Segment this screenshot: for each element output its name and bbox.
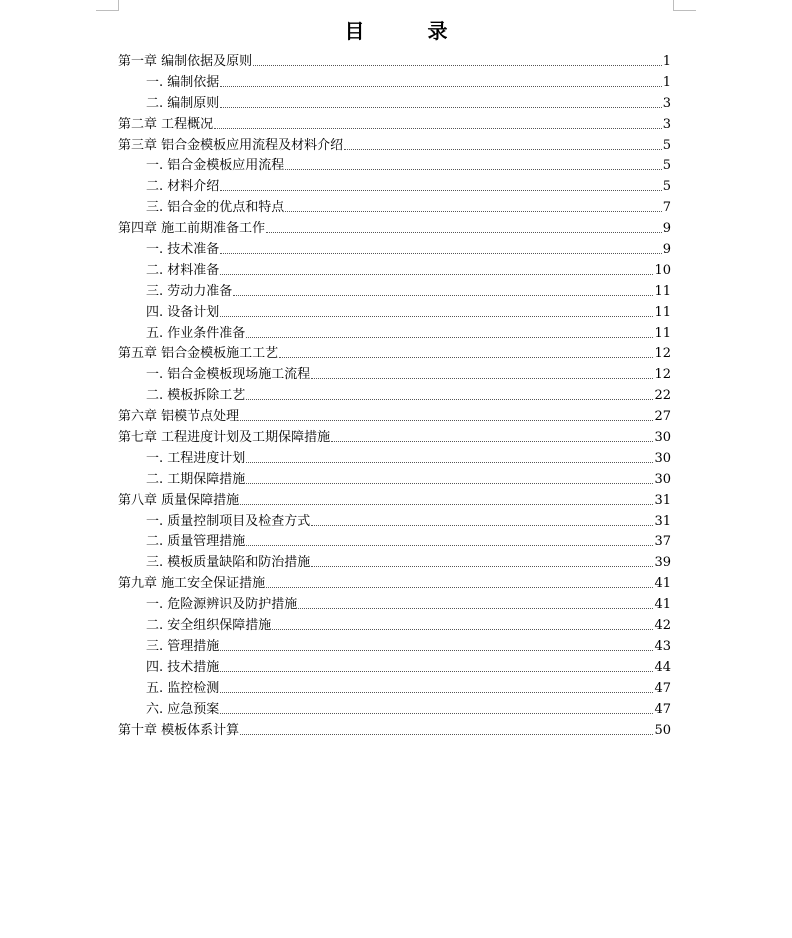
toc-dot-leader — [285, 198, 661, 212]
toc-section-entry[interactable] — [118, 73, 671, 94]
toc-section-entry[interactable] — [118, 595, 671, 616]
toc-entry-page-number: 31 — [654, 513, 671, 529]
toc-entry-label: 四. 技术措施 — [146, 659, 220, 675]
toc-entry-label: 三. 管理措施 — [146, 638, 220, 654]
toc-chapter-entry[interactable] — [118, 407, 671, 428]
toc-entry-page-number: 30 — [654, 450, 671, 466]
toc-entry-page-number: 47 — [654, 680, 671, 696]
toc-section-entry[interactable] — [118, 324, 671, 345]
toc-chapter-entry[interactable] — [118, 721, 671, 742]
toc-entry-label: 第十章 模板体系计算 — [118, 722, 240, 738]
toc-dot-leader — [266, 219, 662, 233]
toc-entry-label: 第四章 施工前期准备工作 — [118, 221, 266, 237]
toc-section-entry[interactable] — [118, 637, 671, 658]
toc-entry-label: 二. 安全组织保障措施 — [146, 618, 272, 634]
toc-section-entry[interactable] — [118, 679, 671, 700]
toc-dot-leader — [246, 532, 653, 546]
toc-dot-leader — [240, 491, 653, 505]
toc-section-entry[interactable] — [118, 303, 671, 324]
toc-entry-label: 五. 作业条件准备 — [146, 325, 246, 341]
toc-dot-leader — [279, 344, 653, 358]
toc-entry-label: 一. 危险源辨识及防护措施 — [146, 597, 298, 613]
toc-dot-leader — [220, 73, 661, 87]
toc-section-entry[interactable] — [118, 658, 671, 679]
table-of-contents — [118, 52, 671, 741]
toc-entry-label: 第九章 施工安全保证措施 — [118, 576, 266, 592]
toc-entry-label: 二. 质量管理措施 — [146, 534, 246, 550]
toc-entry-label: 二. 工期保障措施 — [146, 471, 246, 487]
toc-dot-leader — [246, 386, 653, 400]
toc-dot-leader — [220, 700, 653, 714]
toc-entry-label: 六. 应急预案 — [146, 701, 220, 717]
toc-section-entry[interactable] — [118, 261, 671, 282]
toc-entry-label: 五. 监控检测 — [146, 680, 220, 696]
toc-entry-page-number: 5 — [662, 137, 671, 153]
toc-entry-label: 二. 材料介绍 — [146, 179, 220, 195]
toc-entry-page-number: 44 — [654, 659, 671, 675]
toc-entry-label: 第三章 铝合金模板应用流程及材料介绍 — [118, 137, 344, 153]
toc-entry-page-number: 31 — [654, 492, 671, 508]
toc-section-entry[interactable] — [118, 470, 671, 491]
toc-entry-page-number: 27 — [654, 409, 671, 425]
toc-entry-label: 第六章 铝模节点处理 — [118, 409, 240, 425]
toc-entry-label: 第二章 工程概况 — [118, 116, 214, 132]
toc-dot-leader — [220, 303, 653, 317]
toc-section-entry[interactable] — [118, 512, 671, 533]
toc-entry-page-number: 11 — [654, 283, 671, 299]
toc-entry-page-number: 1 — [662, 54, 671, 69]
toc-section-entry[interactable] — [118, 553, 671, 574]
toc-entry-label: 三. 铝合金的优点和特点 — [146, 200, 285, 216]
toc-section-entry[interactable] — [118, 177, 671, 198]
toc-entry-page-number: 11 — [654, 304, 671, 320]
toc-dot-leader — [220, 240, 661, 254]
toc-entry-label: 第五章 铝合金模板施工工艺 — [118, 346, 279, 362]
toc-entry-page-number: 12 — [654, 367, 671, 383]
toc-entry-label: 第八章 质量保障措施 — [118, 492, 240, 508]
toc-dot-leader — [331, 428, 653, 442]
toc-dot-leader — [298, 595, 653, 609]
toc-dot-leader — [246, 324, 653, 338]
toc-entry-label: 四. 设备计划 — [146, 304, 220, 320]
toc-dot-leader — [272, 616, 653, 630]
toc-dot-leader — [311, 512, 653, 526]
toc-dot-leader — [220, 679, 653, 693]
toc-entry-page-number: 7 — [662, 200, 671, 216]
toc-entry-label: 一. 铝合金模板应用流程 — [146, 158, 285, 174]
toc-section-entry[interactable] — [118, 532, 671, 553]
toc-section-entry[interactable] — [118, 240, 671, 261]
toc-entry-label: 第七章 工程进度计划及工期保障措施 — [118, 430, 331, 446]
toc-section-entry[interactable] — [118, 198, 671, 219]
toc-entry-page-number: 47 — [654, 701, 671, 717]
toc-entry-page-number: 11 — [654, 325, 671, 341]
toc-entry-label: 三. 劳动力准备 — [146, 283, 233, 299]
toc-section-entry[interactable] — [118, 616, 671, 637]
toc-chapter-entry[interactable] — [118, 574, 671, 595]
toc-entry-label: 二. 材料准备 — [146, 262, 220, 278]
toc-section-entry[interactable] — [118, 449, 671, 470]
toc-dot-leader — [266, 574, 653, 588]
toc-dot-leader — [344, 136, 662, 150]
toc-section-entry[interactable] — [118, 282, 671, 303]
toc-entry-page-number: 37 — [654, 534, 671, 550]
toc-chapter-entry[interactable] — [118, 136, 671, 157]
toc-entry-page-number: 9 — [662, 221, 671, 237]
toc-entry-page-number: 41 — [654, 597, 671, 613]
toc-dot-leader — [253, 52, 662, 66]
toc-entry-label: 一. 铝合金模板现场施工流程 — [146, 367, 311, 383]
toc-dot-leader — [246, 470, 653, 484]
toc-entry-label: 二. 编制原则 — [146, 95, 220, 111]
toc-section-entry[interactable] — [118, 156, 671, 177]
toc-entry-page-number: 22 — [654, 388, 671, 404]
toc-section-entry[interactable] — [118, 94, 671, 115]
toc-entry-page-number: 42 — [654, 618, 671, 634]
toc-entry-label: 一. 技术准备 — [146, 242, 220, 258]
toc-dot-leader — [220, 658, 653, 672]
toc-entry-page-number: 30 — [654, 430, 671, 446]
toc-dot-leader — [220, 261, 653, 275]
toc-chapter-entry[interactable] — [118, 52, 671, 73]
toc-dot-leader — [285, 156, 661, 170]
toc-dot-leader — [233, 282, 653, 296]
toc-dot-leader — [214, 115, 662, 129]
toc-entry-label: 第一章 编制依据及原则 — [118, 54, 253, 69]
toc-entry-label: 一. 编制依据 — [146, 74, 220, 90]
toc-entry-page-number: 10 — [654, 262, 671, 278]
toc-entry-page-number: 50 — [654, 722, 671, 738]
toc-entry-page-number: 5 — [662, 158, 671, 174]
toc-chapter-entry[interactable] — [118, 428, 671, 449]
page-corner-mark-left — [96, 0, 119, 11]
toc-entry-page-number: 5 — [662, 179, 671, 195]
toc-dot-leader — [311, 553, 653, 567]
toc-entry-page-number: 3 — [662, 116, 671, 132]
toc-chapter-entry[interactable] — [118, 491, 671, 512]
toc-entry-label: 一. 工程进度计划 — [146, 450, 246, 466]
toc-dot-leader — [220, 94, 661, 108]
toc-dot-leader — [240, 407, 653, 421]
toc-entry-page-number: 30 — [654, 471, 671, 487]
toc-section-entry[interactable] — [118, 700, 671, 721]
toc-entry-page-number: 41 — [654, 576, 671, 592]
toc-entry-page-number: 3 — [662, 95, 671, 111]
toc-dot-leader — [311, 365, 653, 379]
toc-entry-page-number: 12 — [654, 346, 671, 362]
toc-dot-leader — [246, 449, 653, 463]
toc-dot-leader — [220, 177, 661, 191]
toc-chapter-entry[interactable] — [118, 344, 671, 365]
toc-chapter-entry[interactable] — [118, 219, 671, 240]
page-corner-mark-right — [673, 0, 696, 11]
toc-entry-page-number: 39 — [654, 555, 671, 571]
toc-entry-page-number: 9 — [662, 242, 671, 258]
toc-dot-leader — [240, 721, 653, 735]
toc-entry-label: 一. 质量控制项目及检查方式 — [146, 513, 311, 529]
toc-entry-label: 二. 模板拆除工艺 — [146, 388, 246, 404]
toc-title: 目 录 — [344, 19, 476, 43]
toc-chapter-entry[interactable] — [118, 115, 671, 136]
toc-entry-label: 三. 模板质量缺陷和防治措施 — [146, 555, 311, 571]
toc-section-entry[interactable] — [118, 386, 671, 407]
toc-entry-page-number: 43 — [654, 638, 671, 654]
toc-section-entry[interactable] — [118, 365, 671, 386]
toc-entry-page-number: 1 — [662, 74, 671, 90]
toc-dot-leader — [220, 637, 653, 651]
